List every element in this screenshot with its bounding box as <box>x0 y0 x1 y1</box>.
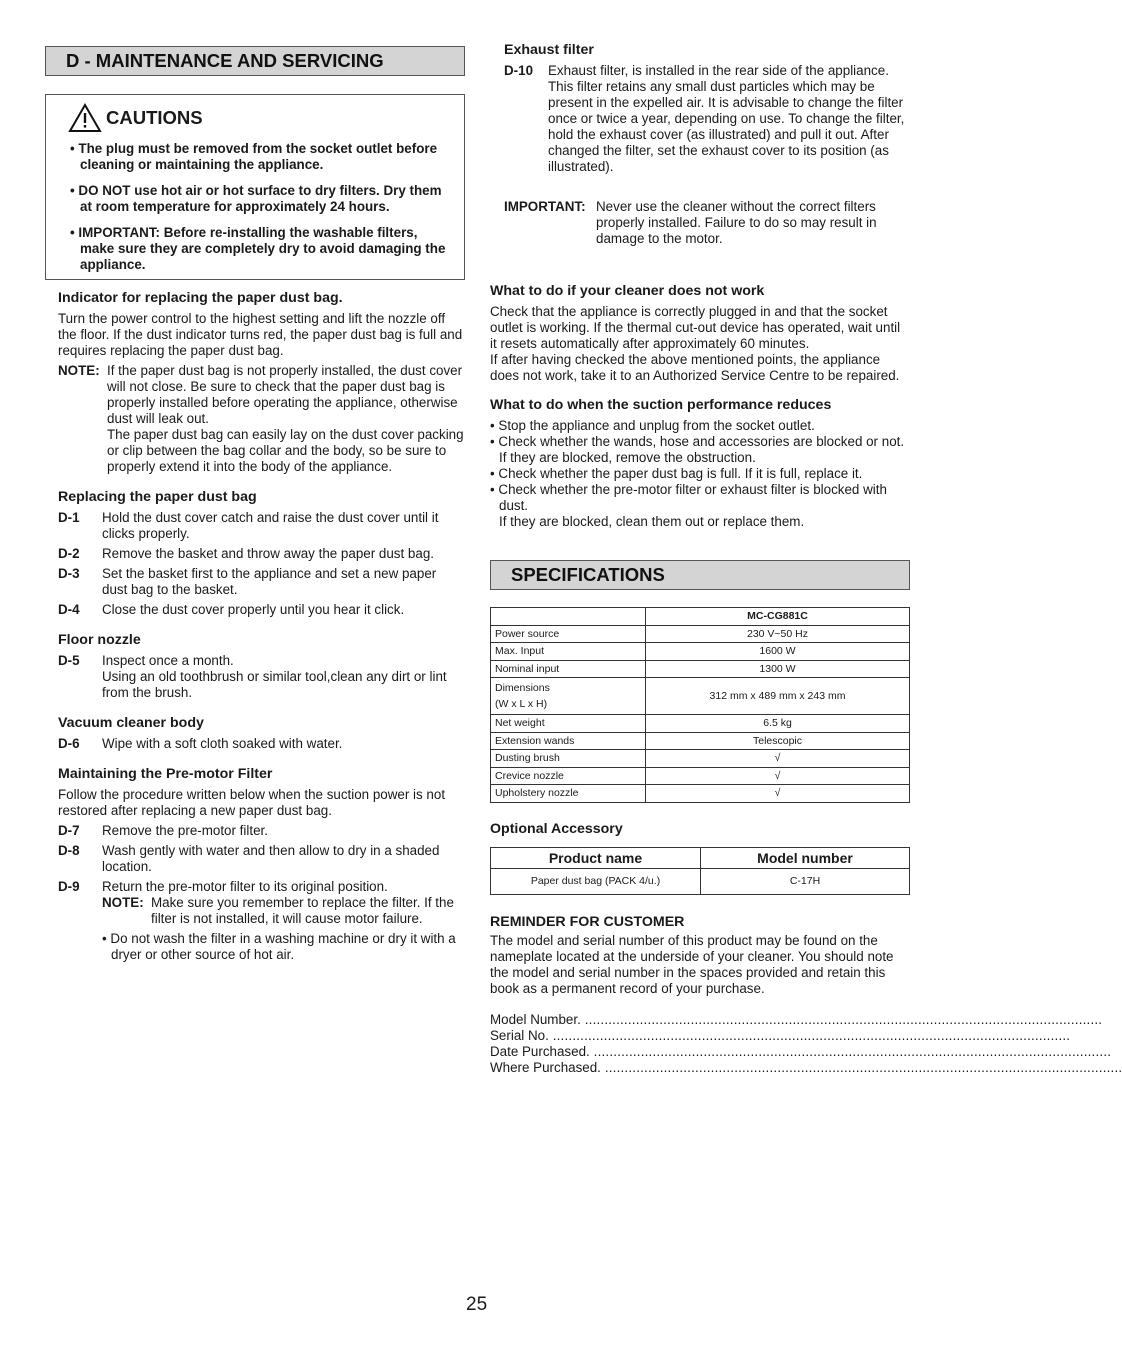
exhaust-section <box>490 42 910 175</box>
suction-bullet: • Check whether the wands, hose and accessories are blocked or not. If they are blocked, remove the obstruction. <box>490 434 905 465</box>
table-header-row <box>491 847 910 868</box>
exhaust-heading: Exhaust filter <box>504 42 594 58</box>
field-label: Model Number. <box>490 1011 581 1027</box>
note-text <box>107 363 465 475</box>
table-row <box>491 715 910 733</box>
model-number-header: Model number <box>701 847 910 868</box>
note-label: NOTE: <box>58 363 100 378</box>
spec-label: Nominal input <box>491 660 646 678</box>
field-label: Serial No. <box>490 1027 549 1043</box>
step-text: Set the basket first to the appliance and set a new paper dust bag to the basket. <box>102 566 437 597</box>
specifications-table <box>490 607 910 803</box>
right-column <box>490 42 1122 1076</box>
step-d2 <box>58 546 465 562</box>
section-title-maintenance: D - MAINTENANCE AND SERVICING <box>45 46 465 76</box>
cautions-heading <box>68 103 452 133</box>
table-row <box>491 767 910 785</box>
step-d10 <box>504 63 910 175</box>
table-row <box>491 785 910 803</box>
indicator-note <box>58 363 465 475</box>
table-row <box>491 643 910 661</box>
spec-value: √ <box>646 767 910 785</box>
spec-value: 312 mm x 489 mm x 243 mm <box>646 678 910 715</box>
step-d3 <box>58 566 465 598</box>
accessory-table <box>490 847 910 895</box>
where-purchased-field <box>490 1059 1122 1076</box>
step-text: Exhaust filter, is installed in the rear side of the appliance. This filter retains any small dust particles which may be present in the expelled air. It is advisable to change the filter once or twice a year, depending on use. To change the filter, hold the exhaust cover (as illustrated) and pull it out. After changed the filter, set the exhaust cover to its position (as illustrated). <box>548 63 905 174</box>
step-text <box>102 879 465 963</box>
premotor-heading: Maintaining the Pre-motor Filter <box>58 766 273 782</box>
step-text-line: Inspect once a month. <box>102 653 234 668</box>
not-work-text-1: Check that the appliance is correctly plugged in and that the socket outlet is working. If the thermal cut-out device has operated, wait until it resets automatically after approximately 60 minutes. <box>490 304 901 351</box>
premotor-note <box>102 895 465 927</box>
step-number: D-10 <box>504 63 534 78</box>
table-cell <box>491 608 646 626</box>
table-header-row <box>491 608 910 626</box>
spec-label: Dimensions (W x L x H) <box>491 678 646 715</box>
dotted-line: .................................................................................................................................... <box>548 1027 1071 1043</box>
step-d6 <box>58 736 465 752</box>
spec-label: Extension wands <box>491 732 646 750</box>
dotted-line: .................................................................................................................................... <box>580 1011 1103 1027</box>
spec-value: 1600 W <box>646 643 910 661</box>
product-name-header: Product name <box>491 847 701 868</box>
step-number: D-4 <box>58 602 80 617</box>
step-number: D-5 <box>58 653 80 668</box>
spec-value: 6.5 kg <box>646 715 910 733</box>
caution-item: • IMPORTANT: Before re-installing the washable filters, make sure they are completely dry to avoid damaging the appliance. <box>70 225 446 272</box>
step-number: D-7 <box>58 823 80 838</box>
dotted-line: .................................................................................................................................... <box>589 1043 1112 1059</box>
product-name: Paper dust bag (PACK 4/u.) <box>491 868 701 894</box>
dotted-line: .................................................................................................................................... <box>600 1059 1122 1075</box>
reminder-fields <box>490 1011 1122 1076</box>
table-row <box>491 625 910 643</box>
spec-value: 1300 W <box>646 660 910 678</box>
table-row <box>491 750 910 768</box>
warning-triangle-icon <box>68 103 102 133</box>
body-heading: Vacuum cleaner body <box>58 715 204 731</box>
important-label: IMPORTANT: <box>504 199 586 214</box>
page-number: 25 <box>466 1294 488 1315</box>
note-text-2: The paper dust bag can easily lay on the dust cover packing or clip between the bag collar and the body, so be sure to properly extend it into the body of the appliance. <box>107 427 464 474</box>
note-text: Make sure you remember to replace the filter. If the filter is not installed, it will cause motor failure. <box>151 895 454 926</box>
spec-value: Telescopic <box>646 732 910 750</box>
suction-bullet: • Check whether the paper dust bag is full. If it is full, replace it. <box>490 466 863 481</box>
suction-bullet: • Stop the appliance and unplug from the socket outlet. <box>490 418 815 433</box>
step-number: D-2 <box>58 546 80 561</box>
left-column <box>45 46 465 963</box>
step-number: D-1 <box>58 510 80 525</box>
step-d8 <box>58 843 465 875</box>
note-text-1: If the paper dust bag is not properly installed, the dust cover will not close. Be sure to check that the paper dust bag is properly installed before operating the appliance, otherwise dust will leak out. <box>107 363 463 426</box>
important-note <box>490 199 910 247</box>
replacing-heading: Replacing the paper dust bag <box>58 489 257 505</box>
caution-item: • DO NOT use hot air or hot surface to dry filters. Dry them at room temperature for approximately 24 hours. <box>70 183 442 214</box>
field-label: Date Purchased. <box>490 1043 590 1059</box>
step-number: D-9 <box>58 879 80 894</box>
note-label: NOTE: <box>102 895 144 910</box>
step-number: D-8 <box>58 843 80 858</box>
spec-value: 230 V~50 Hz <box>646 625 910 643</box>
model-number: C-17H <box>701 868 910 894</box>
spec-label: Net weight <box>491 715 646 733</box>
spec-label: Power source <box>491 625 646 643</box>
step-text: Wash gently with water and then allow to dry in a shaded location. <box>102 843 440 874</box>
step-number: D-6 <box>58 736 80 751</box>
table-row <box>491 660 910 678</box>
step-text-line: Using an old toothbrush or similar tool,clean any dirt or lint from the brush. <box>102 669 447 700</box>
not-work-text-2: If after having checked the above mentioned points, the appliance does not work, take it to an Authorized Service Centre to be repaired. <box>490 352 900 383</box>
caution-item: • The plug must be removed from the socket outlet before cleaning or maintaining the appliance. <box>70 141 438 172</box>
step-d1 <box>58 510 465 542</box>
step-text: Remove the pre-motor filter. <box>102 823 268 838</box>
section-title-specifications: SPECIFICATIONS <box>490 560 910 590</box>
reminder-text: The model and serial number of this product may be found on the nameplate located at the underside of your cleaner. You should note the model and serial number in the spaces provided and retain this book as a permanent record of your purchase. <box>490 932 894 996</box>
indicator-text: Turn the power control to the highest setting and lift the nozzle off the floor. If the dust indicator turns red, the paper dust bag is full and requires replacing the paper dust bag. <box>58 311 463 358</box>
step-d4 <box>58 602 465 618</box>
table-row <box>491 868 910 894</box>
spec-label: Crevice nozzle <box>491 767 646 785</box>
spec-value: √ <box>646 750 910 768</box>
spec-value: √ <box>646 785 910 803</box>
step-text: Hold the dust cover catch and raise the dust cover until it clicks properly. <box>102 510 439 541</box>
spec-label: Dusting brush <box>491 750 646 768</box>
important-text: Never use the cleaner without the correct filters properly installed. Failure to do so may result in damage to the motor. <box>596 199 877 246</box>
model-header: MC-CG881C <box>646 608 910 626</box>
floor-heading: Floor nozzle <box>58 632 141 648</box>
step-d7 <box>58 823 465 839</box>
table-row <box>491 678 910 715</box>
not-work-heading: What to do if your cleaner does not work <box>490 283 765 299</box>
accessory-heading: Optional Accessory <box>490 820 623 837</box>
step-text <box>102 653 465 701</box>
step-text-line: Return the pre-motor filter to its original position. <box>102 879 388 894</box>
step-number: D-3 <box>58 566 80 581</box>
field-label: Where Purchased. <box>490 1059 601 1075</box>
step-text: Wipe with a soft cloth soaked with water. <box>102 736 343 751</box>
date-purchased-field <box>490 1043 1112 1060</box>
step-text: Close the dust cover properly until you hear it click. <box>102 602 405 617</box>
serial-number-field <box>490 1027 1071 1044</box>
suction-heading: What to do when the suction performance reduces <box>490 397 832 413</box>
spec-label: Upholstery nozzle <box>491 785 646 803</box>
premotor-intro: Follow the procedure written below when the suction power is not restored after replacing a new paper dust bag. <box>58 787 446 818</box>
step-text: Remove the basket and throw away the paper dust bag. <box>102 546 434 561</box>
reminder-heading: REMINDER FOR CUSTOMER <box>490 913 685 930</box>
model-number-field <box>490 1011 1103 1028</box>
cautions-title: CAUTIONS <box>106 107 203 128</box>
indicator-heading: Indicator for replacing the paper dust bag. <box>58 290 343 306</box>
premotor-bullet: • Do not wash the filter in a washing machine or dry it with a dryer or other source of hot air. <box>102 931 456 962</box>
step-d9 <box>58 879 465 963</box>
cautions-box <box>45 94 465 280</box>
spec-label: Max. Input <box>491 643 646 661</box>
maintenance-content <box>45 290 465 963</box>
table-row <box>491 732 910 750</box>
suction-bullet: • Check whether the pre-motor filter or exhaust filter is blocked with dust. If they are blocked, clean them out or replace them. <box>490 482 887 529</box>
step-d5 <box>58 653 465 701</box>
